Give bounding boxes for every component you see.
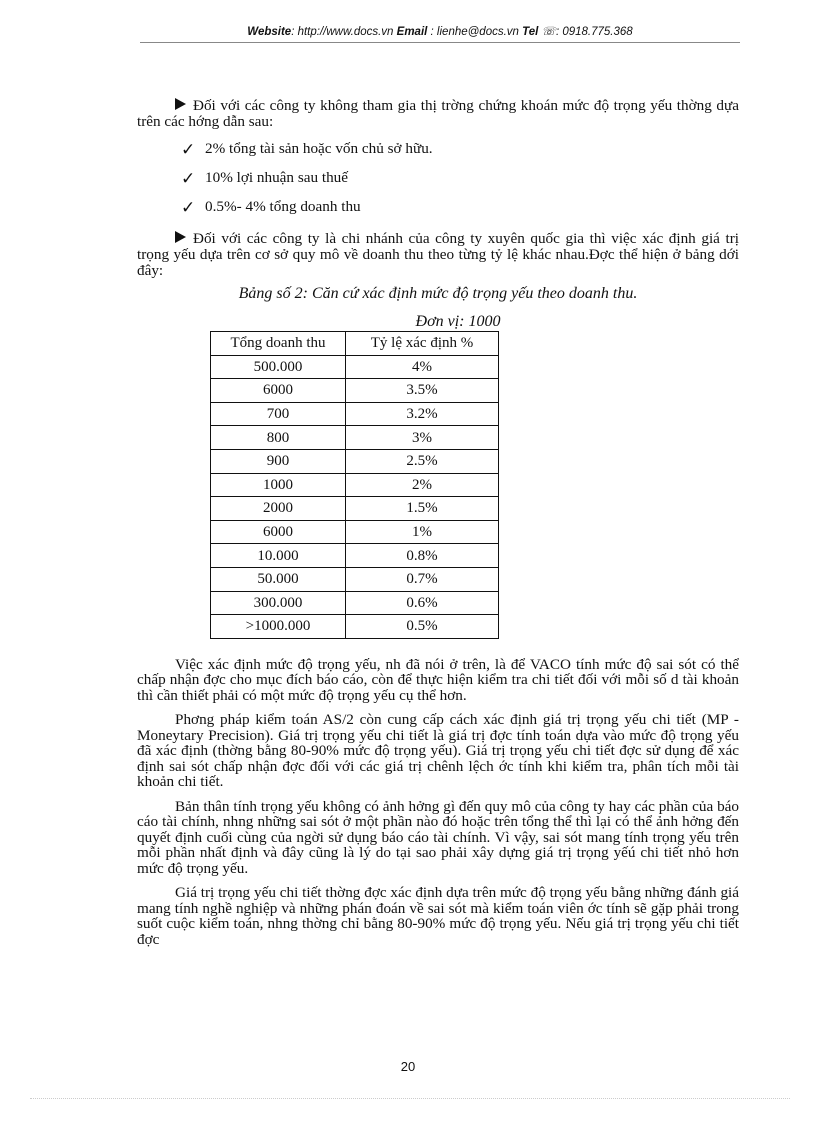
website-label: Website: [247, 26, 292, 38]
table-unit: Đơn vị: 1000: [415, 313, 501, 330]
body-paragraph: Phơng pháp kiểm toán AS/2 còn cung cấp cách xác định giá trị trọng yếu chi tiết (MP - Moneytary Precision). Giá trị trọng yếu chi tiết là giá trị đợc tính toán dựa vào mức độ trọng yếu đã xác định (thờng bằng 80-90% mức độ trọng yếu). Giá trị trọng yếu chi tiết đợc sử dụng để xác định sai sót chấp nhận đợc đối với các giá trị chênh lệch ớc tính khi kiểm tra, phân tích mỗi tài khoản chi tiết.: [137, 711, 739, 791]
table-row: [211, 497, 499, 521]
section-1-paragraph: Đối với các công ty không tham gia thị trờng chứng khoán mức độ trọng yếu thờng dựa trên các hớng dẫn sau:: [137, 97, 739, 130]
page-number: 20: [400, 1059, 416, 1074]
checkmark-icon: ✓: [181, 198, 196, 217]
table-row: [211, 567, 499, 591]
revenue-cell: 300.000: [211, 591, 346, 615]
table-header-row: [211, 332, 499, 356]
table-caption: Bảng số 2: Căn cứ xác định mức độ trọng yếu theo doanh thu.: [238, 285, 638, 302]
triangle-bullet-icon: [175, 231, 186, 243]
rate-cell: 3%: [346, 426, 499, 450]
revenue-cell: 6000: [211, 379, 346, 403]
header-rate: Tỷ lệ xác định %: [346, 332, 499, 356]
revenue-cell: 1000: [211, 473, 346, 497]
table-row: [211, 473, 499, 497]
header-revenue: Tổng doanh thu: [211, 332, 346, 356]
header-divider: [140, 42, 740, 43]
table-row: [211, 379, 499, 403]
page-content: [137, 98, 739, 956]
body-paragraph: Giá trị trọng yếu chi tiết thờng đợc xác định dựa trên mức độ trọng yếu bằng những đánh giá mang tính nghề nghiệp và những phán đoán về sai sót mà kiểm toán viên ớc tính sẽ gặp phải trong suốt cuộc kiểm toán, nhng thờng chỉ bằng 80-90% mức độ trọng yếu. Nếu giá trị trọng yếu chi tiết đợc: [137, 884, 739, 948]
rate-cell: 2.5%: [346, 449, 499, 473]
table-row: [211, 355, 499, 379]
rate-cell: 3.2%: [346, 402, 499, 426]
telephone-icon: ☏: [541, 26, 556, 38]
revenue-cell: 700: [211, 402, 346, 426]
checkmark-icon: ✓: [181, 140, 196, 159]
list-item: ✓ 10% lợi nhuận sau thuế: [137, 165, 739, 194]
section-2-paragraph: Đối với các công ty là chi nhánh của công ty xuyên quốc gia thì việc xác định giá trị trọng yếu dựa trên cơ sở quy mô về doanh thu theo từng tỷ lệ khác nhau.Đợc thể hiện ở bảng dới đây:: [137, 230, 739, 279]
table-row: [211, 520, 499, 544]
list-item: ✓ 2% tổng tài sản hoặc vốn chủ sở hữu.: [137, 136, 739, 165]
page-header: [140, 24, 740, 38]
email-value: : lienhe@docs.vn: [430, 26, 519, 38]
tel-label: Tel: [522, 26, 539, 38]
table-row: [211, 591, 499, 615]
revenue-cell: 800: [211, 426, 346, 450]
revenue-cell: 6000: [211, 520, 346, 544]
revenue-cell: 10.000: [211, 544, 346, 568]
table-row: [211, 426, 499, 450]
rate-cell: 0.5%: [346, 615, 499, 639]
revenue-materiality-table: [210, 331, 499, 639]
body-paragraph: Việc xác định mức độ trọng yếu, nh đã nói ở trên, là để VACO tính mức độ sai sót có thể chấp nhận đợc cho mục đích báo cáo, còn để thực hiện kiểm tra chi tiết đối với mỗi số d tài khoản thì cần thiết phải có một mức độ trọng yếu cụ thể hơn.: [137, 655, 739, 704]
rate-cell: 0.8%: [346, 544, 499, 568]
email-label: Email: [396, 26, 428, 38]
rate-cell: 4%: [346, 355, 499, 379]
checkmark-icon: ✓: [181, 169, 196, 188]
list-item: ✓ 0.5%- 4% tổng doanh thu: [137, 194, 739, 223]
revenue-cell: >1000.000: [211, 615, 346, 639]
table-row: [211, 544, 499, 568]
triangle-bullet-icon: [175, 98, 186, 110]
rate-cell: 0.6%: [346, 591, 499, 615]
rate-cell: 1.5%: [346, 497, 499, 521]
table-row: [211, 402, 499, 426]
revenue-cell: 500.000: [211, 355, 346, 379]
check-list: [137, 136, 739, 223]
tel-value: : 0918.775.368: [555, 26, 633, 38]
revenue-cell: 2000: [211, 497, 346, 521]
table-row: [211, 449, 499, 473]
rate-cell: 1%: [346, 520, 499, 544]
footer-divider: [30, 1098, 790, 1099]
body-paragraph: Bản thân tính trọng yếu không có ảnh hởng gì đến quy mô của công ty hay các phần của báo cáo tài chính, nhng những sai sót ở một phần nào đó hoặc trên tổng thể thì lại có thể ảnh hởng đến quyết định cuối cùng của ngời sử dụng báo cáo tài chính. Vì vậy, sai sót mang tính trọng yếu trên mỗi phần nhất định và đây cũng là lý do tại sao phải xây dựng giá trị trọng yếú chi tiết nhỏ hơn mức độ trọng yếu.: [137, 797, 739, 877]
website-value: : http://www.docs.vn: [291, 26, 394, 38]
table-row: [211, 615, 499, 639]
revenue-cell: 900: [211, 449, 346, 473]
revenue-cell: 50.000: [211, 567, 346, 591]
rate-cell: 2%: [346, 473, 499, 497]
rate-cell: 3.5%: [346, 379, 499, 403]
rate-cell: 0.7%: [346, 567, 499, 591]
